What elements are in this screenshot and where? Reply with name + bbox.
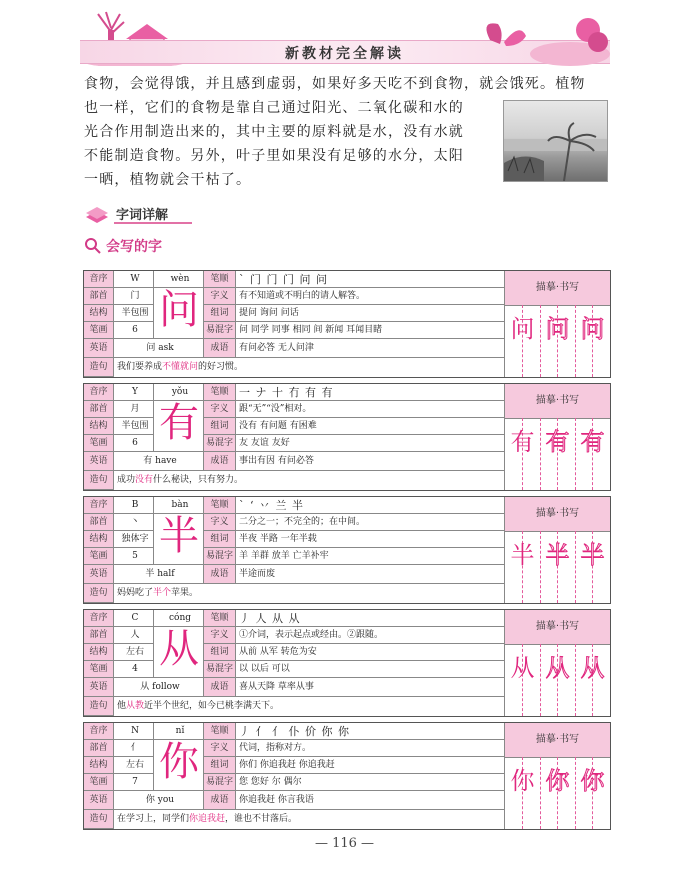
confusable-label: 易混字 bbox=[204, 548, 236, 565]
english-label: 英语 bbox=[84, 565, 114, 584]
sentence-highlight: 你追我赶 bbox=[189, 814, 226, 824]
radical-label: 部首 bbox=[84, 288, 114, 305]
subsection-title: 会写的字 bbox=[106, 239, 162, 255]
structure-value: 半包围 bbox=[114, 305, 154, 322]
stroke-order-value: 丿 人 从 从 bbox=[236, 610, 505, 627]
sentence-text: 在学习上，同学们 bbox=[117, 814, 190, 824]
plant-landscape-icon bbox=[504, 101, 607, 181]
english-label: 英语 bbox=[84, 791, 114, 810]
copy-character: 问 bbox=[545, 315, 570, 343]
stroke-order-label: 笔顺 bbox=[204, 497, 236, 514]
copy-character: 有 bbox=[510, 428, 535, 456]
sentence-value bbox=[114, 358, 505, 377]
confusable-label: 易混字 bbox=[204, 774, 236, 791]
sentence-highlight: 从教 bbox=[126, 701, 145, 711]
pinyin: cóng bbox=[154, 610, 204, 627]
idiom-label: 成语 bbox=[204, 565, 236, 584]
character-card bbox=[83, 609, 611, 717]
sentence-text: 妈妈吃了 bbox=[117, 588, 154, 598]
english-label: 英语 bbox=[84, 339, 114, 358]
words-value: 提问 询问 问话 bbox=[236, 305, 505, 322]
radical-value: 亻 bbox=[114, 740, 154, 757]
idiom-value: 你追我赶 你言我语 bbox=[236, 791, 505, 810]
words-label: 组词 bbox=[204, 418, 236, 435]
words-label: 组词 bbox=[204, 757, 236, 774]
confusable-value: 问 同学 同事 相同 间 新闻 耳闻目睹 bbox=[236, 322, 505, 339]
stroke-order-value: ` ‘ 丷 兰 半 bbox=[236, 497, 505, 514]
sentence-label: 造句 bbox=[84, 471, 114, 490]
character-card bbox=[83, 722, 611, 830]
sentence-highlight: 不懂就问 bbox=[162, 362, 199, 372]
radical-label: 部首 bbox=[84, 514, 114, 531]
english-value: 你 you bbox=[114, 791, 204, 810]
radical-label: 部首 bbox=[84, 740, 114, 757]
stroke-order-value: 一 ナ 十 冇 有 有 bbox=[236, 384, 505, 401]
copy-practice-grid[interactable] bbox=[505, 418, 610, 490]
strokes-label: 笔画 bbox=[84, 322, 114, 339]
words-value: 从前 从军 转危为安 bbox=[236, 644, 505, 661]
confusable-value: 羊 羊群 放羊 亡羊补牢 bbox=[236, 548, 505, 565]
english-label: 英语 bbox=[84, 452, 114, 471]
copy-character: 你 bbox=[510, 767, 535, 795]
copy-practice-header: 描摹·书写 bbox=[505, 610, 610, 645]
structure-value: 左右 bbox=[114, 644, 154, 661]
confusable-value: 您 您好 尔 偶尔 bbox=[236, 774, 505, 791]
structure-value: 左右 bbox=[114, 757, 154, 774]
structure-label: 结构 bbox=[84, 644, 114, 661]
meaning-label: 字义 bbox=[204, 740, 236, 757]
copy-practice-grid[interactable] bbox=[505, 305, 610, 377]
idiom-label: 成语 bbox=[204, 452, 236, 471]
sentence-highlight: 没有 bbox=[135, 475, 154, 485]
strokes-value: 5 bbox=[114, 548, 154, 565]
strokes-label: 笔画 bbox=[84, 548, 114, 565]
stroke-order-label: 笔顺 bbox=[204, 384, 236, 401]
copy-character: 你 bbox=[580, 767, 605, 795]
confusable-value: 以 以后 可以 bbox=[236, 661, 505, 678]
section-title: 字词详解 bbox=[116, 208, 169, 223]
sentence-text: 他 bbox=[117, 701, 127, 711]
header-title: 新教材完全解读 bbox=[285, 46, 404, 62]
radical-value: 月 bbox=[114, 401, 154, 418]
pinyin: nǐ bbox=[154, 723, 204, 740]
copy-practice-grid[interactable] bbox=[505, 757, 610, 829]
butterfly-cloud-decoration-icon bbox=[470, 10, 610, 66]
intro-line: 光合作用制造出来的，其中主要的原料就是水，没有水就 bbox=[84, 124, 464, 140]
copy-character: 从 bbox=[545, 654, 570, 682]
sentence-label: 造句 bbox=[84, 584, 114, 603]
confusable-label: 易混字 bbox=[204, 435, 236, 452]
structure-label: 结构 bbox=[84, 757, 114, 774]
idiom-value: 有问必答 无人问津 bbox=[236, 339, 505, 358]
order-letter: N bbox=[114, 723, 154, 740]
radical-label: 部首 bbox=[84, 401, 114, 418]
copy-character: 问 bbox=[580, 315, 605, 343]
sentence-text: 的好习惯。 bbox=[198, 362, 244, 372]
words-value: 没有 有问题 有困难 bbox=[236, 418, 505, 435]
sentence-text: ，谁也不甘落后。 bbox=[225, 814, 298, 824]
stroke-order-label: 笔顺 bbox=[204, 271, 236, 288]
intro-line: 也一样，它们的食物是靠自己通过阳光、二氧化碳和水的 bbox=[84, 100, 464, 116]
strokes-value: 6 bbox=[114, 322, 154, 339]
words-value: 你们 你追我赶 你追我赶 bbox=[236, 757, 505, 774]
sentence-text: 成功 bbox=[117, 475, 136, 485]
copy-practice-header: 描摹·书写 bbox=[505, 723, 610, 758]
sentence-label: 造句 bbox=[84, 358, 114, 377]
section-heading bbox=[84, 204, 168, 223]
copy-practice-grid[interactable] bbox=[505, 644, 610, 716]
radical-label: 部首 bbox=[84, 627, 114, 644]
page-number: — 116 — bbox=[314, 836, 375, 851]
sentence-value bbox=[114, 471, 505, 490]
english-value: 有 have bbox=[114, 452, 204, 471]
structure-value: 半包围 bbox=[114, 418, 154, 435]
copy-character: 你 bbox=[545, 767, 570, 795]
intro-line: 不能制造食物。另外，叶子里如果没有足够的水分，太阳 bbox=[84, 148, 464, 164]
idiom-label: 成语 bbox=[204, 791, 236, 810]
confusable-label: 易混字 bbox=[204, 322, 236, 339]
meaning-label: 字义 bbox=[204, 627, 236, 644]
english-label: 英语 bbox=[84, 678, 114, 697]
page-header bbox=[0, 0, 689, 68]
landscape-photo bbox=[503, 100, 608, 182]
sentence-value bbox=[114, 584, 505, 603]
meaning-label: 字义 bbox=[204, 401, 236, 418]
stroke-order-label: 笔顺 bbox=[204, 610, 236, 627]
meaning-value: 有不知道或不明白的请人解答。 bbox=[236, 288, 505, 305]
big-character: 你 bbox=[159, 739, 199, 785]
sentence-text: 我们要养成 bbox=[117, 362, 163, 372]
sentence-label: 造句 bbox=[84, 810, 114, 829]
meaning-value: ①介词，表示起点或经由。②跟随。 bbox=[236, 627, 505, 644]
character-card bbox=[83, 496, 611, 604]
strokes-label: 笔画 bbox=[84, 774, 114, 791]
copy-character: 问 bbox=[510, 315, 535, 343]
copy-character: 从 bbox=[580, 654, 605, 682]
meaning-label: 字义 bbox=[204, 514, 236, 531]
order-letter: C bbox=[114, 610, 154, 627]
structure-label: 结构 bbox=[84, 305, 114, 322]
books-icon bbox=[84, 205, 110, 223]
big-character: 半 bbox=[159, 513, 199, 559]
copy-character: 半 bbox=[510, 541, 535, 569]
strokes-label: 笔画 bbox=[84, 435, 114, 452]
big-character: 有 bbox=[159, 400, 199, 446]
copy-character: 有 bbox=[580, 428, 605, 456]
sentence-label: 造句 bbox=[84, 697, 114, 716]
stroke-order-value: 丿 亻 亻 仆 价 你 你 bbox=[236, 723, 505, 740]
radical-value: 丶 bbox=[114, 514, 154, 531]
sentence-value bbox=[114, 697, 505, 716]
strokes-value: 4 bbox=[114, 661, 154, 678]
sentence-text: 什么秘诀，只有努力。 bbox=[153, 475, 244, 485]
big-character: 问 bbox=[159, 287, 199, 333]
big-character: 从 bbox=[159, 626, 199, 672]
sentence-text: 苹果。 bbox=[171, 588, 199, 598]
copy-practice-grid[interactable] bbox=[505, 531, 610, 603]
radical-value: 门 bbox=[114, 288, 154, 305]
copy-character: 有 bbox=[545, 428, 570, 456]
order-label: 音序 bbox=[84, 384, 114, 401]
meaning-label: 字义 bbox=[204, 288, 236, 305]
structure-value: 独体字 bbox=[114, 531, 154, 548]
words-label: 组词 bbox=[204, 644, 236, 661]
copy-character: 半 bbox=[580, 541, 605, 569]
pinyin: yǒu bbox=[154, 384, 204, 401]
meaning-value: 二分之一；不完全的；在中间。 bbox=[236, 514, 505, 531]
strokes-value: 7 bbox=[114, 774, 154, 791]
intro-line: 食物，会觉得饿，并且感到虚弱，如果好多天吃不到食物，就会饿死。植物 bbox=[84, 76, 586, 92]
radical-value: 人 bbox=[114, 627, 154, 644]
magnifier-icon bbox=[84, 237, 102, 255]
english-value: 问 ask bbox=[114, 339, 204, 358]
sentence-text: 近半个世纪，如今已桃李满天下。 bbox=[144, 701, 280, 711]
meaning-value: 跟“无”“没”相对。 bbox=[236, 401, 505, 418]
intro-line: 一晒，植物就会干枯了。 bbox=[84, 172, 252, 188]
section-underline bbox=[114, 222, 192, 224]
sentence-value bbox=[114, 810, 505, 829]
idiom-value: 事出有因 有问必答 bbox=[236, 452, 505, 471]
order-label: 音序 bbox=[84, 610, 114, 627]
pinyin: wèn bbox=[154, 271, 204, 288]
copy-character: 半 bbox=[545, 541, 570, 569]
structure-label: 结构 bbox=[84, 531, 114, 548]
copy-practice-header: 描摹·书写 bbox=[505, 271, 610, 306]
words-label: 组词 bbox=[204, 531, 236, 548]
idiom-label: 成语 bbox=[204, 678, 236, 697]
stroke-order-value: ` 门 门 门 问 问 bbox=[236, 271, 505, 288]
order-letter: W bbox=[114, 271, 154, 288]
confusable-value: 友 友谊 友好 bbox=[236, 435, 505, 452]
order-letter: Y bbox=[114, 384, 154, 401]
order-label: 音序 bbox=[84, 723, 114, 740]
subsection-heading bbox=[84, 236, 162, 256]
order-label: 音序 bbox=[84, 497, 114, 514]
order-label: 音序 bbox=[84, 271, 114, 288]
words-label: 组词 bbox=[204, 305, 236, 322]
strokes-label: 笔画 bbox=[84, 661, 114, 678]
idiom-label: 成语 bbox=[204, 339, 236, 358]
copy-practice-header: 描摹·书写 bbox=[505, 384, 610, 419]
order-letter: B bbox=[114, 497, 154, 514]
english-value: 从 follow bbox=[114, 678, 204, 697]
english-value: 半 half bbox=[114, 565, 204, 584]
structure-label: 结构 bbox=[84, 418, 114, 435]
pinyin: bàn bbox=[154, 497, 204, 514]
words-value: 半夜 半路 一年半载 bbox=[236, 531, 505, 548]
sentence-highlight: 半个 bbox=[153, 588, 172, 598]
confusable-label: 易混字 bbox=[204, 661, 236, 678]
strokes-value: 6 bbox=[114, 435, 154, 452]
character-card bbox=[83, 383, 611, 491]
stroke-order-label: 笔顺 bbox=[204, 723, 236, 740]
character-card bbox=[83, 270, 611, 378]
copy-character: 从 bbox=[510, 654, 535, 682]
idiom-value: 喜从天降 草率从事 bbox=[236, 678, 505, 697]
idiom-value: 半途而废 bbox=[236, 565, 505, 584]
copy-practice-header: 描摹·书写 bbox=[505, 497, 610, 532]
meaning-value: 代词，指称对方。 bbox=[236, 740, 505, 757]
